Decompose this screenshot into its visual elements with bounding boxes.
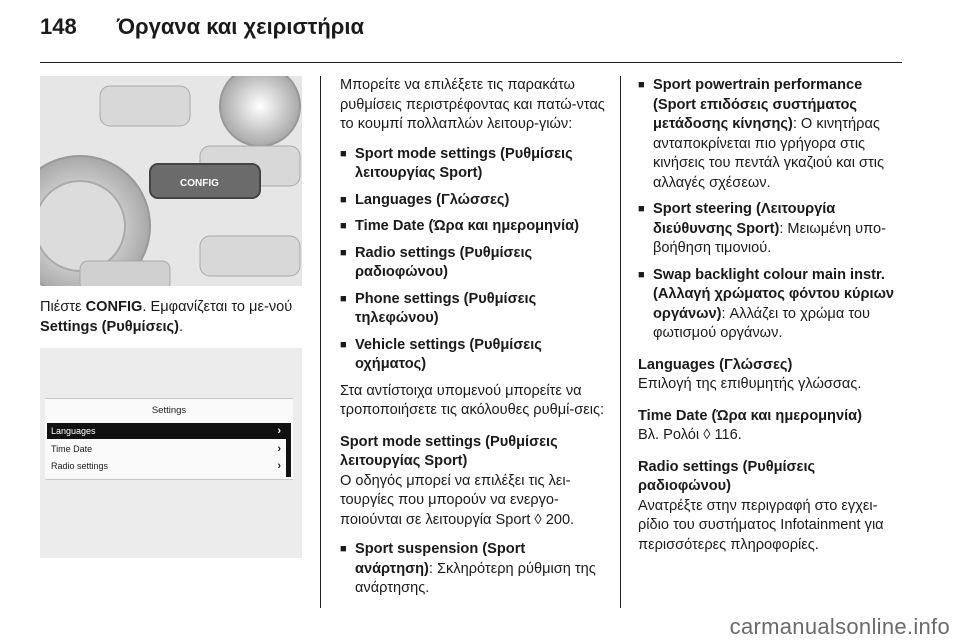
menu-row-radio-settings: Radio settings ›	[51, 460, 281, 472]
sport-mode-text: Ο οδηγός μπορεί να επιλέξει τις λει-τουργίες που μπορούν να ενεργο-ποιούνται σε λειτουργία Sport ◊ 200.	[340, 472, 575, 528]
column-2	[340, 76, 605, 606]
chevron-right-icon: ›	[277, 425, 281, 437]
config-button-label: CONFIG	[180, 178, 219, 189]
list-item: ■ Swap backlight colour main instr. (Αλλαγή χρώματος φόντου κύριων οργάνων): Αλλάζει το χρώμα του φωτισμού οργάνων.	[638, 266, 902, 344]
settings-menu	[45, 398, 293, 480]
settings-title: Settings	[151, 405, 187, 416]
page-number: 148	[40, 14, 77, 39]
list-item: ■ Sport mode settings (Ρυθμίσεις λειτουργίας Sport)	[340, 145, 605, 184]
list-item: ■ Sport steering (Λειτουργία διεύθυνσης Sport): Μειωμένη υπο-βοήθηση τιμονιού.	[638, 200, 902, 259]
list-item: ■ Time Date (Ώρα και ημερομηνία)	[340, 217, 605, 237]
list-item: ■ Languages (Γλώσσες)	[340, 191, 605, 211]
languages-heading: Languages (Γλώσσες)	[638, 356, 793, 373]
time-date-heading: Time Date (Ώρα και ημερομηνία)	[638, 407, 862, 424]
settings-screen	[40, 348, 302, 558]
list-item: ■ Vehicle settings (Ρυθμίσεις οχήματος)	[340, 336, 605, 375]
radio-settings-heading: Radio settings (Ρυθμίσεις ραδιοφώνου)	[638, 458, 816, 494]
column-divider-2	[620, 76, 621, 608]
page-title: Όργανα και χειριστήρια	[116, 14, 365, 39]
column-1	[40, 298, 302, 347]
radio-settings-text: Ανατρέξτε στην περιγραφή στο εγχει-ρίδιο του συστήματος Infotainment για περισσότερες πληροφορίες.	[638, 497, 884, 553]
submenu-text: Στα αντίστοιχα υπομενού μπορείτε να τροποποιήσετε τις ακόλουθες ρυθμί-σεις:	[340, 382, 605, 418]
list-item: ■ Sport suspension (Sport ανάρτηση): Σκληρότερη ρύθμιση της ανάρτησης.	[340, 540, 605, 599]
column-divider-1	[320, 76, 321, 608]
menu-row-time-date: Time Date ›	[51, 443, 281, 455]
list-item: ■ Radio settings (Ρυθμίσεις ραδιοφώνου)	[340, 244, 605, 283]
config-button-photo	[40, 76, 302, 286]
chevron-right-icon: ›	[277, 443, 281, 455]
time-date-text: Βλ. Ρολόι ◊ 116.	[638, 427, 742, 443]
languages-text: Επιλογή της επιθυμητής γλώσσας.	[638, 376, 862, 392]
intro-text: Μπορείτε να επιλέξετε τις παρακάτω ρυθμίσεις περιστρέφοντας και πατώ-ντας το κουμπί πολλαπλών λειτουρ-γιών:	[340, 77, 605, 132]
watermark: carmanualsonline.info	[729, 614, 950, 639]
list-item: ■ Phone settings (Ρυθμίσεις τηλεφώνου)	[340, 290, 605, 329]
sport-mode-heading: Sport mode settings (Ρυθμίσεις λειτουργίας Sport)	[340, 433, 558, 469]
list-item: ■ Sport powertrain performance (Sport επιδόσεις συστήματος μετάδοσης κίνησης): Ο κινητήρας ανταποκρίνεται πιο γρήγορα στις κινήσεις του πεντάλ γκαζιού και στις αλλαγές σχέσεων.	[638, 76, 902, 193]
header-rule	[40, 62, 902, 63]
chevron-right-icon: ›	[277, 460, 281, 472]
page-header	[40, 14, 364, 40]
menu-row-languages: Languages ›	[47, 423, 287, 439]
menu-scrollbar	[286, 423, 291, 477]
config-caption: Πιέστε CONFIG. Εμφανίζεται το με-νού Settings (Ρυθμίσεις).	[40, 299, 293, 335]
column-3	[638, 76, 902, 565]
